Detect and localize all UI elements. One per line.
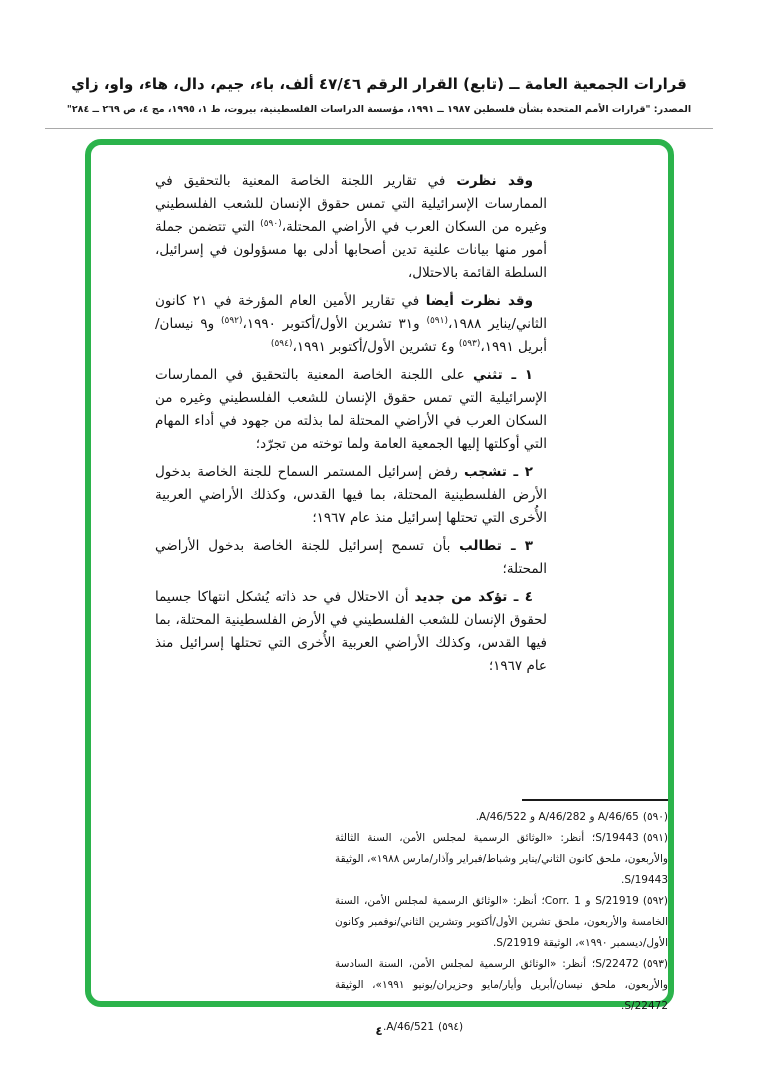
footnote-item xyxy=(335,807,668,828)
footnote-ref: (٥٩١) xyxy=(426,316,448,326)
text-run: و٣١ تشرين الأول/أكتوبر ١٩٩٠، xyxy=(242,316,427,332)
operative-paragraph-1 xyxy=(155,364,547,456)
text-run: و٤ تشرين الأول/أكتوبر ١٩٩١، xyxy=(292,339,459,355)
text-run: أن الاحتلال في حد ذاته يُشكل انتهاكا جسيما لحقوق الإنسان للشعب الفلسطيني في الأرض الفلسطينية المحتلة، بما فيها القدس، وكذلك الأراضي العربية الأُخرى التي تحتلها إسرائيل منذ عام ١٩٦٧؛ xyxy=(155,589,547,674)
text-run: على اللجنة الخاصة المعنية بالتحقيق في الممارسات الإسرائيلية التي تمس حقوق الإنسان للشعب الفلسطيني وغيره من السكان العرب في الأراضي المحتلة لما بذلته من جهود في أداء المهام التي أوكلتها إليها الجمعية العامة ولما توخته من تجرّد؛ xyxy=(155,367,547,452)
preamble-paragraph xyxy=(155,290,547,359)
footnote-item xyxy=(335,891,668,954)
footnote-text: A/46/65 و A/46/282 و A/46/522. xyxy=(475,811,639,823)
lead-phrase: ٤ ـ تؤكد من جديد xyxy=(414,589,533,605)
preamble-paragraph xyxy=(155,170,547,285)
header-divider xyxy=(45,128,713,129)
footnote-text: S/22472؛ أنظر: «الوثائق الرسمية لمجلس الأمن، السنة السادسة والأربعون، ملحق نيسان/أبريل وأيار/مايو وحزيران/يونيو ١٩٩١»، الوثيقة S/22472. xyxy=(335,958,668,1012)
footnote-text: S/21919 و Corr. 1؛ أنظر: «الوثائق الرسمية لمجلس الأمن، السنة الخامسة والأربعون، ملحق تشرين الأول/أكتوبر وتشرين الثاني/نوفمبر وكانون الأول/ديسمبر ١٩٩٠»، الوثيقة S/21919. xyxy=(335,895,668,949)
text-run: بأن تسمح إسرائيل للجنة الخاصة بدخول الأراضي المحتلة؛ xyxy=(155,538,547,577)
text-run: في تقارير الأمين العام المؤرخة في ٢١ كانون الثاني/يناير ١٩٨٨، xyxy=(155,293,547,332)
page-title: قرارات الجمعية العامة ــ (تابع) القرار الرقم ٤٧/٤٦ ألف، باء، جيم، دال، هاء، واو، زاي xyxy=(71,75,687,93)
operative-paragraph-2 xyxy=(155,461,547,530)
footnote-divider xyxy=(522,799,668,801)
footnote-marker: (٥٩٣) xyxy=(642,958,668,970)
lead-phrase: وقد نظرت xyxy=(456,173,533,189)
page-number: ٤ xyxy=(375,1024,383,1038)
footnote-ref: (٥٩٣) xyxy=(458,339,481,349)
text-run: و٩ نيسان/أبريل ١٩٩١، xyxy=(155,316,547,355)
footnote-ref: (٥٩٢) xyxy=(220,316,243,326)
footnote-item xyxy=(335,954,668,1017)
footnote-block xyxy=(335,807,668,1038)
footnote-marker: (٥٩١) xyxy=(642,832,668,844)
resolution-body xyxy=(155,170,547,683)
text-run: التي تتضمن جملة أمور منها بيانات علنية تدين أصحابها أدلى بها مسؤولون في إسرائيل، السلطة القائمة بالاحتلال، xyxy=(155,219,547,281)
lead-phrase: ٣ ـ تطالب xyxy=(459,538,533,554)
lead-phrase: ١ ـ تثني xyxy=(473,367,534,383)
operative-paragraph-3 xyxy=(155,535,547,581)
footnote-marker: (٥٩٢) xyxy=(642,895,668,907)
footnote-ref: (٥٩٤) xyxy=(270,339,293,349)
operative-paragraph-4 xyxy=(155,586,547,678)
footnote-marker: (٥٩٠) xyxy=(642,811,668,823)
footnote-ref: (٥٩٠) xyxy=(260,219,282,229)
footnote-text: S/19443؛ أنظر: «الوثائق الرسمية لمجلس الأمن، السنة الثالثة والأربعون، ملحق كانون الثاني/يناير وشباط/فبراير وآذار/مارس ١٩٨٨»، الوثيقة S/19443. xyxy=(335,832,668,886)
text-run: رفض إسرائيل المستمر السماح للجنة الخاصة بدخول الأرض الفلسطينية المحتلة، بما فيها القدس، وكذلك الأراضي العربية الأُخرى التي تحتلها إسرائيل منذ عام ١٩٦٧؛ xyxy=(155,464,547,526)
footnote-marker: (٥٩٤) xyxy=(438,1021,464,1033)
text-run: في تقارير اللجنة الخاصة المعنية بالتحقيق في الممارسات الإسرائيلية التي تمس حقوق الإنسان للشعب الفلسطيني وغيره من السكان العرب في الأراضي المحتلة، xyxy=(155,173,547,235)
footnote-item xyxy=(335,828,668,891)
lead-phrase: وقد نظرت أيضا xyxy=(425,293,533,309)
footnote-text: A/46/521. xyxy=(383,1021,435,1033)
source-line: المصدر: "قرارات الأمم المتحدة بشأن فلسطين ١٩٨٧ ــ ١٩٩١، مؤسسة الدراسات الفلسطينية، بيروت، ط ١، ١٩٩٥، مج ٤، ص ٢٦٩ ــ ٢٨٤" xyxy=(66,104,692,115)
lead-phrase: ٢ ـ تشجب xyxy=(464,464,534,480)
